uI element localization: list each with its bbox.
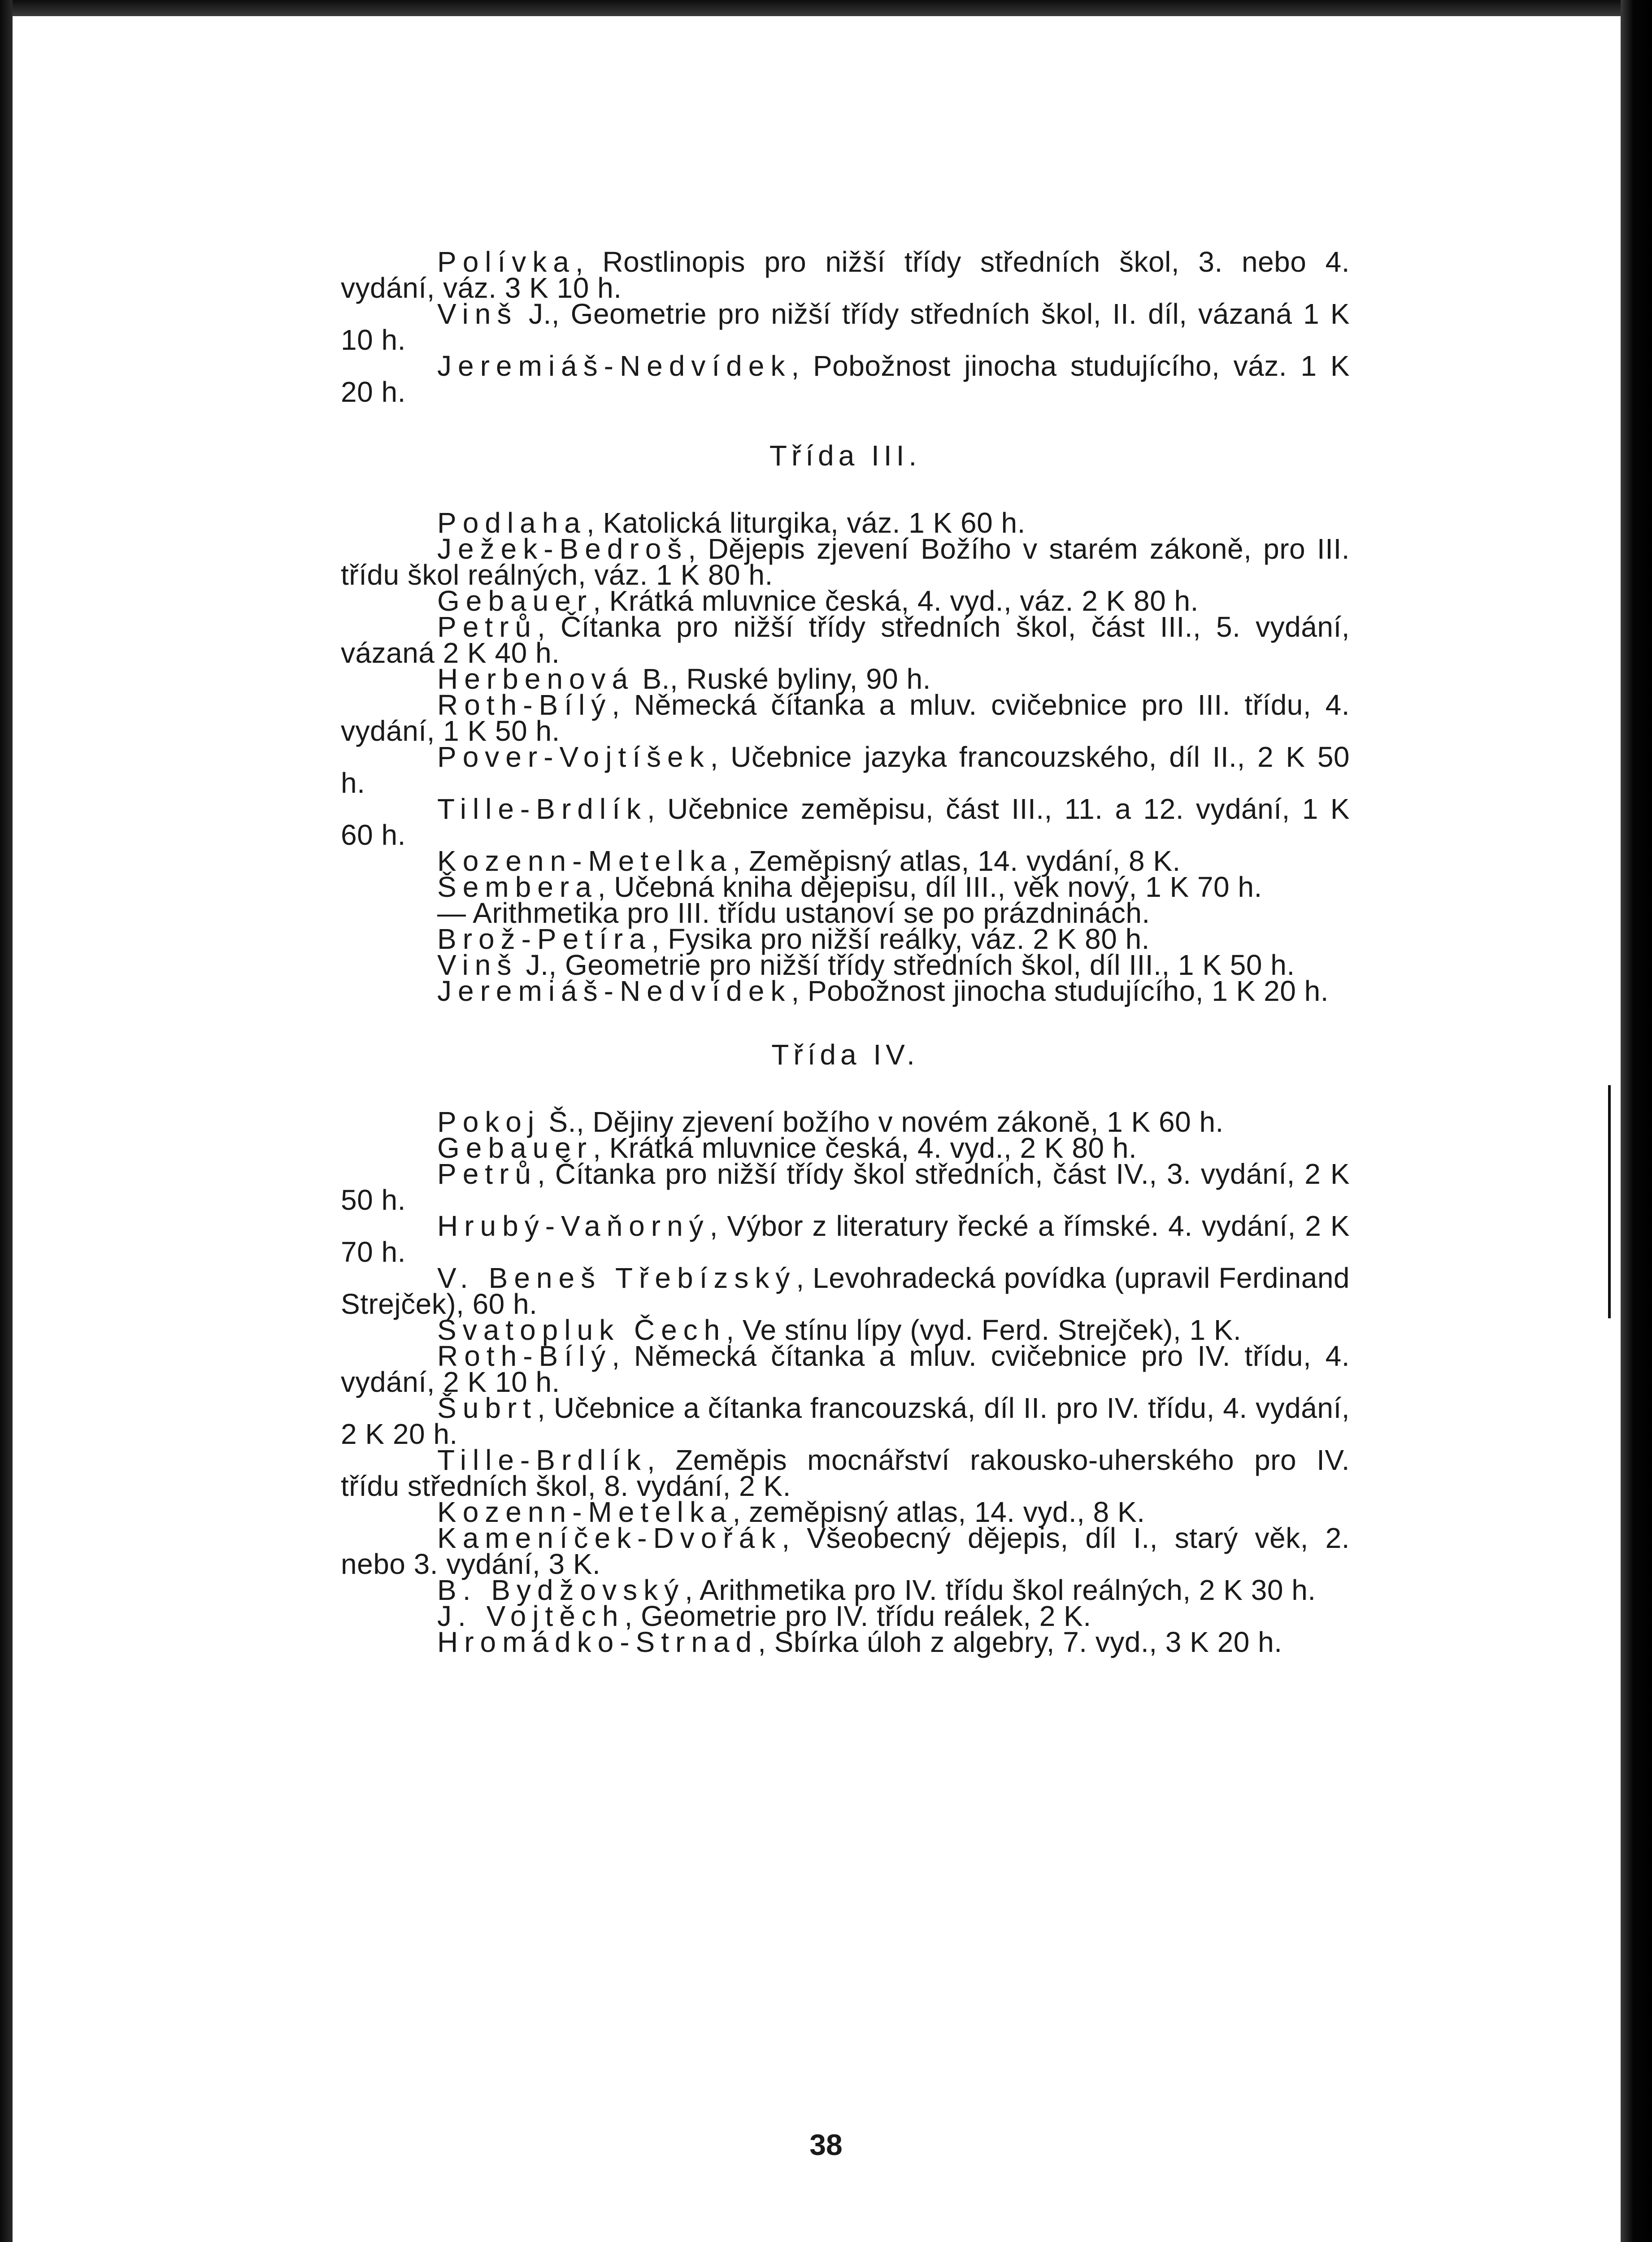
section-heading: Třída III. xyxy=(769,439,922,472)
entry-text: , Německá čítanka a mluv. cvičebnice pro III. třídu, 4. vydání, 1 K 50 h. xyxy=(341,689,1350,747)
author-name: V. Beneš Třebízský xyxy=(437,1262,796,1294)
author-name: Svatopluk Čech xyxy=(437,1314,726,1346)
author-name: Vinš xyxy=(437,298,518,330)
entry-text: , Učebnice jazyka francouzského, díl II., 2 K 50 h. xyxy=(341,741,1350,799)
book-entry xyxy=(341,1314,1350,1346)
entry-text: , Učebnice a čítanka francouzská, díl II. pro IV. třídu, 4. vydání, 2 K 20 h. xyxy=(341,1392,1350,1450)
section-heading: Třída IV. xyxy=(771,1038,919,1071)
book-entry xyxy=(341,1574,1350,1606)
entry-text: B., Ruské byliny, 90 h. xyxy=(634,663,931,695)
author-name: Hrubý-Vaňorný xyxy=(437,1210,710,1242)
author-name: Roth-Bílý xyxy=(437,689,612,721)
book-entry xyxy=(341,741,1350,799)
book-entry xyxy=(341,1496,1350,1528)
entry-text: J., Geometrie pro nižší třídy středních škol, II. díl, vázaná 1 K 10 h. xyxy=(341,298,1350,356)
author-name: Gebauer xyxy=(437,1132,593,1164)
author-name: Petrů xyxy=(437,1158,537,1190)
book-entry xyxy=(341,350,1350,408)
book-entry xyxy=(341,507,1350,539)
entry-text: , Učebnice zeměpisu, část III., 11. a 12. vydání, 1 K 60 h. xyxy=(341,793,1350,851)
author-name: Tille-Brdlík xyxy=(437,1444,647,1476)
section xyxy=(341,439,1350,1007)
entry-text: , Katolická liturgika, váz. 1 K 60 h. xyxy=(586,507,1026,539)
book-entry xyxy=(341,975,1350,1007)
author-name: Tille-Brdlík xyxy=(437,793,647,825)
author-name: Jeremiáš-Nedvídek xyxy=(437,350,791,382)
entry-text: , Čítanka pro nižší třídy středních škol, část III., 5. vydání, vázaná 2 K 40 h. xyxy=(341,611,1350,669)
section xyxy=(341,246,1350,408)
author-name: Petrů xyxy=(437,611,537,643)
entry-text: , Čítanka pro nižší třídy škol středních, část IV., 3. vydání, 2 K 50 h. xyxy=(341,1158,1350,1216)
author-name: Kozenn-Metelka xyxy=(437,1496,733,1528)
book-entry xyxy=(341,1522,1350,1580)
book-entry xyxy=(341,793,1350,851)
author-name: Gebauer xyxy=(437,585,593,617)
entry-text: , Arithmetika pro IV. třídu škol reálných, 2 K 30 h. xyxy=(685,1574,1316,1606)
book-entry xyxy=(341,1158,1350,1216)
author-name: Ježek-Bedroš xyxy=(437,533,688,565)
book-entry xyxy=(341,533,1350,591)
book-entry xyxy=(341,1392,1350,1450)
book-entry xyxy=(341,845,1350,877)
book-entry xyxy=(341,1340,1350,1398)
author-name: Kameníček-Dvořák xyxy=(437,1522,782,1554)
entry-text: , Sbírka úloh z algebry, 7. vyd., 3 K 20 h. xyxy=(758,1626,1282,1658)
entry-text: , Německá čítanka a mluv. cvičebnice pro IV. třídu, 4. vydání, 2 K 10 h. xyxy=(341,1340,1350,1398)
book-entry xyxy=(341,585,1350,617)
entry-text: , Učebná kniha dějepisu, díl III., věk nový, 1 K 70 h. xyxy=(597,871,1262,903)
author-name: Kozenn-Metelka xyxy=(437,845,733,877)
book-entry xyxy=(341,949,1350,981)
entry-text: , Ve stínu lípy (vyd. Ferd. Strejček), 1 K. xyxy=(726,1314,1242,1346)
author-name: Šubrt xyxy=(437,1392,537,1424)
author-name: J. Vojtěch xyxy=(437,1600,625,1632)
book-entry xyxy=(341,1600,1350,1632)
scan-edge-top xyxy=(0,0,1652,16)
entry-text: — Arithmetika pro III. třídu ustanoví se po prázdninách. xyxy=(437,897,1150,929)
page-number: 38 xyxy=(809,2128,843,2161)
entry-text: Š., Dějiny zjevení božího v novém zákoně, 1 K 60 h. xyxy=(540,1106,1224,1138)
section xyxy=(341,1038,1350,1658)
binding-mark xyxy=(1608,1085,1621,1318)
book-entry xyxy=(341,246,1350,304)
entry-text: , Zeměpisný atlas, 14. vydání, 8 K. xyxy=(732,845,1181,877)
book-entry xyxy=(341,923,1350,955)
entry-text: , Pobožnost jinocha studujícího, váz. 1 K 20 h. xyxy=(341,350,1350,408)
book-entry xyxy=(341,1132,1350,1164)
book-entry xyxy=(341,1626,1350,1658)
entry-text: , Rostlinopis pro nižší třídy středních škol, 3. nebo 4. vydání, váz. 3 K 10 h. xyxy=(341,246,1350,304)
author-name: Brož-Petíra xyxy=(437,923,652,955)
author-name: Podlaha xyxy=(437,507,587,539)
author-name: Šembera xyxy=(437,871,598,903)
entry-text: , Levohradecká povídka (upravil Ferdinand Strejček), 60 h. xyxy=(341,1262,1350,1320)
book-entry xyxy=(341,871,1350,903)
book-entry xyxy=(341,1210,1350,1268)
entry-text: , Všeobecný dějepis, díl I., starý věk, 2. nebo 3. vydání, 3 K. xyxy=(341,1522,1350,1580)
author-name: Pokoj xyxy=(437,1106,541,1138)
book-entry xyxy=(341,1262,1350,1320)
book-entry xyxy=(341,298,1350,356)
entry-text: J., Geometrie pro nižší třídy středních škol, díl III., 1 K 50 h. xyxy=(517,949,1295,981)
author-name: B. Bydžovský xyxy=(437,1574,685,1606)
author-name: Vinš xyxy=(437,949,518,981)
entry-text: , Krátká mluvnice česká, 4. vyd., váz. 2 K 80 h. xyxy=(593,585,1199,617)
entry-text: , Geometrie pro IV. třídu reálek, 2 K. xyxy=(624,1600,1091,1632)
book-entry xyxy=(341,689,1350,747)
book-list xyxy=(341,246,1350,1658)
entry-text: , Dějepis zjevení Božího v starém zákoně, pro III. třídu škol reálných, váz. 1 K 80 h. xyxy=(341,533,1350,591)
entry-text: , Výbor z literatury řecké a římské. 4. vydání, 2 K 70 h. xyxy=(341,1210,1350,1268)
book-entry xyxy=(341,897,1350,929)
author-name: Roth-Bílý xyxy=(437,1340,612,1372)
book-entry xyxy=(341,1106,1350,1138)
author-name: Herbenová xyxy=(437,663,635,695)
scan-edge-left xyxy=(0,0,13,2242)
scan-edge-right xyxy=(1621,0,1652,2242)
author-name: Hromádko-Strnad xyxy=(437,1626,758,1658)
author-name: Jeremiáš-Nedvídek xyxy=(437,975,791,1007)
entry-text: , zeměpisný atlas, 14. vyd., 8 K. xyxy=(732,1496,1145,1528)
entry-text: , Fysika pro nižší reálky, váz. 2 K 80 h. xyxy=(651,923,1150,955)
entry-text: , Krátká mluvnice česká, 4. vyd., 2 K 80 h. xyxy=(593,1132,1137,1164)
book-entry xyxy=(341,663,1350,695)
entry-text: , Pobožnost jinocha studujícího, 1 K 20 h. xyxy=(791,975,1329,1007)
book-entry xyxy=(341,611,1350,669)
book-entry xyxy=(341,1444,1350,1502)
author-name: Pover-Vojtíšek xyxy=(437,741,710,773)
entry-text: , Zeměpis mocnářství rakousko-uherského pro IV. třídu středních škol, 8. vydání, 2 K. xyxy=(341,1444,1350,1502)
author-name: Polívka xyxy=(437,246,575,278)
